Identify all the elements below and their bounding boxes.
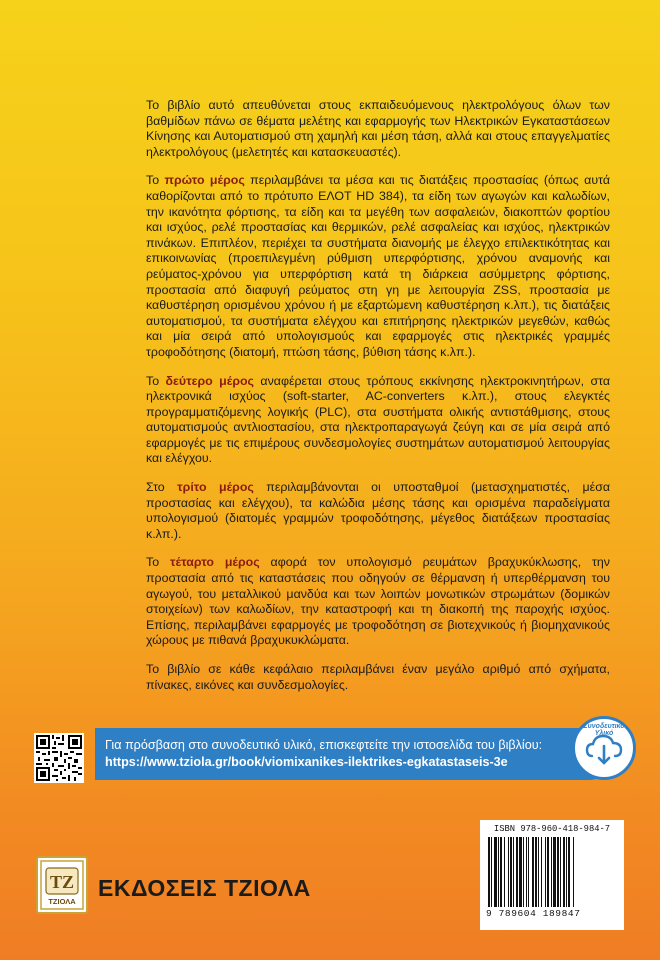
isbn-barcode <box>480 820 624 930</box>
publisher-name: ΕΚΔΟΣΕΙΣ ΤΖΙΟΛΑ <box>98 875 311 901</box>
part-three-paragraph: Στο τρίτο μέρος περιλαμβάνονται οι υποσταθμοί (μετασχηματιστές, μέσα προστασίας και ελέγχου), τα καλώδια μέσης τάσης και ορισμένα παραδείγματα υπολογισμού (διατομές γραμμών τροφοδότησης, μέγεθος διατάξεων προστασίας κ.λπ.). <box>146 480 611 541</box>
publisher-emblem-label: ΤΖΙΟΛΑ <box>48 897 76 906</box>
barcode-bar <box>538 837 539 907</box>
isbn-label: ISBN 978-960-418-984-7 <box>493 824 611 834</box>
barcode-bar <box>510 837 512 907</box>
barcode-bar <box>526 837 527 907</box>
barcode-bar <box>488 837 490 907</box>
part-two-heading: δεύτερο μέρος <box>165 373 255 388</box>
barcode-bar <box>498 837 499 907</box>
barcode-bar <box>568 837 570 907</box>
part-two-paragraph: Το δεύτερο μέρος αναφέρεται στους τρόπους εκκίνησης ηλεκτροκινητήρων, στα ηλεκτρονικά ισχύος (soft-starter, AC-converters κ.λπ.), στους ελεγκτές προγραμματιζόμενης λογικής (PLC), στα συστήματα ολικής αντιστάθμισης, στους αυτοματισμούς αντλιοστασίου, στα ηλεκτροπαραγωγά ζεύγη και σε μία σειρά από εφαρμογές με τις επιμέρους συνδεσμολογίες συστημάτων αυτοματισμού λειτουργίας και ελέγχου. <box>146 373 611 466</box>
barcode-bar <box>563 837 565 907</box>
svg-text:ΤΖ: ΤΖ <box>49 872 75 892</box>
barcode-icon <box>486 837 618 907</box>
barcode-bar <box>504 837 505 907</box>
publisher-emblem-icon <box>36 856 88 914</box>
publisher-emblem-graphic <box>38 858 86 912</box>
download-cloud-icon <box>575 719 633 777</box>
qr-code-graphic <box>36 735 82 781</box>
back-cover-text <box>146 98 610 706</box>
companion-material-text: Για πρόσβαση στο συνοδευτικό υλικό, επισκεφτείτε την ιστοσελίδα του βιβλίου: <box>105 738 543 752</box>
barcode-bar <box>519 837 522 907</box>
barcode-bar <box>566 837 567 907</box>
intro-paragraph: Το βιβλίο αυτό απευθύνεται στους εκπαιδευόμενους ηλεκτρολόγους όλων των βαθμίδων πάνω σε θέματα μελέτης και εφαρμογής των Ηλεκτρικών Εγκαταστάσεων Κίνησης και Αυτοματισμού στη χαμηλή και μέση τάση, αλλά και στους επαγγελματίες ηλεκτρολόγους (μελετητές και κατασκευαστές). <box>146 98 610 159</box>
part-four-heading: τέταρτο μέρος <box>169 555 260 570</box>
barcode-bar <box>528 837 529 907</box>
barcode-bar <box>491 837 492 907</box>
barcode-bar <box>547 837 549 907</box>
part-one-paragraph: Το πρώτο μέρος περιλαμβάνει τα μέσα και τις διατάξεις προστασίας (όπως αυτά καθορίζονται από το πρότυπο ΕΛΟΤ HD 384), τα είδη των αγωγών και καλωδίων, την ικανότητα φόρτισης, τα είδη και τα μεγέθη των ασφαλειών, διακοπτών φορτίου και ισχύος, ρελέ προστασίας και θερμικών, ρελέ ασφαλείας και ισχύος, ηλεκτρικών πινάκων. Επιπλέον, περιέχει τα συστήματα διανομής με έλεγχο επιλεκτικότητας και επικοινωνίας (προεπιλεγμένη ρύθμιση υπερφόρτισης, χρόνου αναμονής και ρεύματος-χρόνου για υπερφόρτιση κατά τη διάρκεια ασύμμετρης φόρτισης, προστασία από διαφυγή ρεύματος στη γη με λειτουργία ZSS, προστασία με καθυστέρηση ορισμένου χρόνου ή με εξαρτώμενη καθυστέρηση κ.λπ.), τις διατάξεις αυτοματισμού, τα συστήματα ελέγχου και επιτήρησης ηλεκτρικών μεγεθών, καθώς και μία σειρά από υπολογισμούς και εφαρμογές στις ηλεκτρικές γραμμές τροφοδότησης (διατομή, πτώση τάσης, βύθιση τάσης κ.λπ.). <box>146 173 610 359</box>
barcode-bar <box>553 837 556 907</box>
part-four-paragraph: Το τέταρτο μέρος αφορά τον υπολογισμό ρευμάτων βραχυκύκλωσης, την προστασία από τις καταστάσεις που οδηγούν σε θέρμανση ή υπερθέρμανση του αγωγού, του μεταλλικού μανδύα και των λοιπών μονωτικών στρωμάτων (δομικών στοιχείων) των καλωδίων, την καταστροφή και τη διακοπή της παροχής ισχύος. Επίσης, περιλαμβάνει εφαρμογές με τροφοδότηση σε βιοτεχνικούς ή βιομηχανικούς χώρους με πιθανά βραχυκυκλώματα. <box>146 555 610 648</box>
barcode-bar <box>535 837 537 907</box>
barcode-bar <box>532 837 534 907</box>
companion-material-link[interactable]: https://www.tziola.gr/book/viomixanikes-ilektrikes-egkatastaseis-3e <box>105 755 508 769</box>
barcode-bar <box>541 837 542 907</box>
barcode-bar <box>551 837 552 907</box>
barcode-bar <box>557 837 559 907</box>
barcode-bar <box>494 837 497 907</box>
part-three-heading: τρίτο μέρος <box>177 480 254 495</box>
barcode-bar <box>508 837 509 907</box>
barcode-bar <box>523 837 524 907</box>
barcode-bar <box>573 837 574 907</box>
qr-code-icon[interactable] <box>34 733 84 783</box>
barcode-bar <box>545 837 546 907</box>
companion-material-banner <box>95 728 615 780</box>
closing-paragraph: Το βιβλίο σε κάθε κεφάλαιο περιλαμβάνει έναν μεγάλο αριθμό από σχήματα, πίνακες, εικόνες και συνδεσμολογίες. <box>146 662 610 692</box>
companion-material-badge-label: Συνοδευτικό Υλικό <box>583 723 625 737</box>
barcode-bar <box>513 837 514 907</box>
companion-material-badge[interactable] <box>572 716 636 780</box>
barcode-bar <box>516 837 518 907</box>
barcode-bar <box>500 837 502 907</box>
barcode-number: 9 789604 189847 <box>486 908 581 919</box>
part-one-heading: πρώτο μέρος <box>164 173 245 188</box>
barcode-bar <box>560 837 561 907</box>
